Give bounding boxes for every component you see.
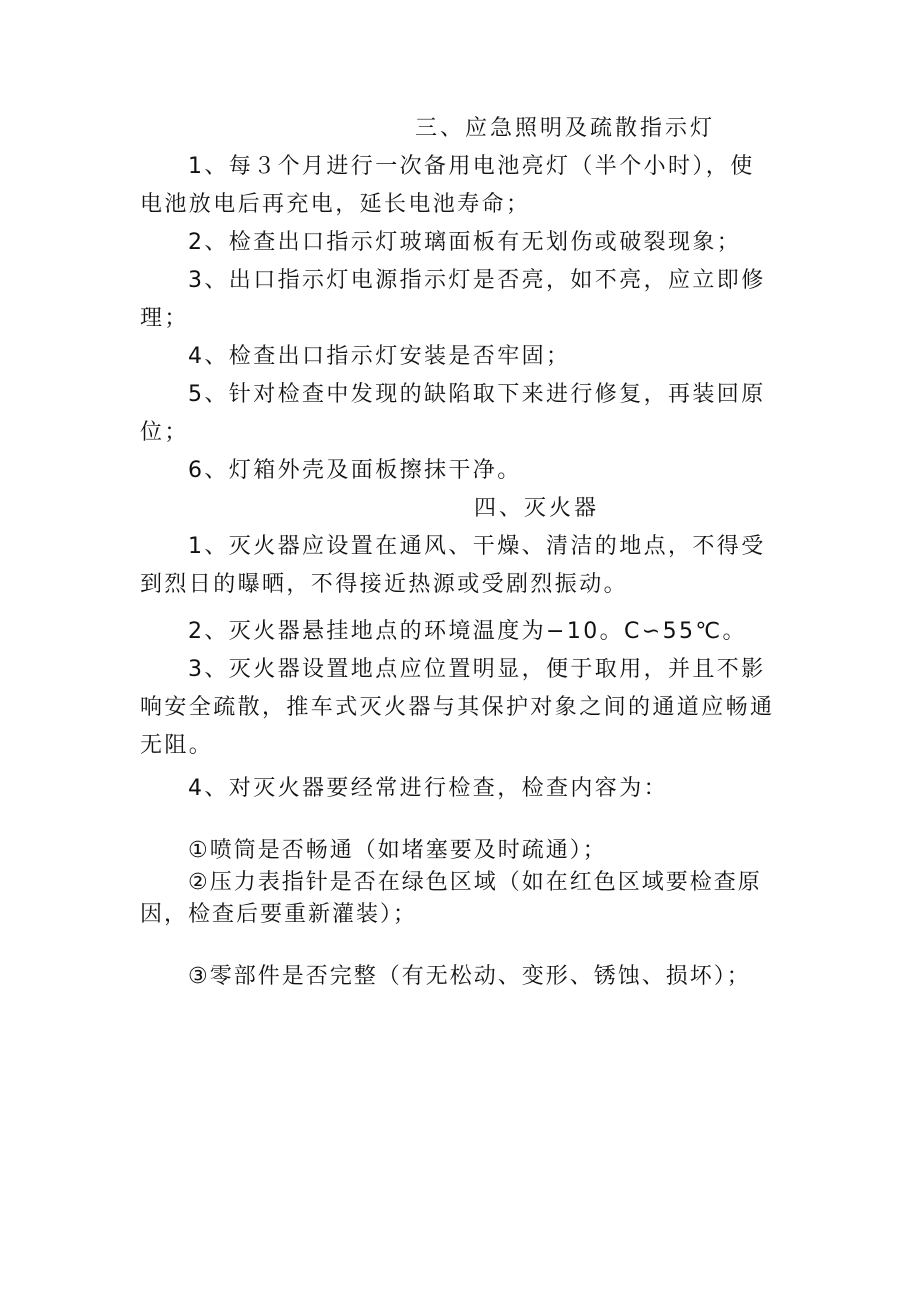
section-heading-emergency-lighting: 三、应急照明及疏散指示灯 (415, 116, 716, 141)
checklist-item: ②压力表指针是否在绿色区域（如在红色区域要检查原 (188, 870, 762, 895)
paragraph-line: 4、对灭火器要经常进行检查，检查内容为： (188, 776, 668, 801)
paragraph-line: 1、灭火器应设置在通风、干燥、清洁的地点，不得受 (188, 534, 766, 559)
paragraph-line: 响安全疏散，推车式灭火器与其保护对象之间的通道应畅通 (140, 695, 775, 720)
paragraph-line: 到烈日的曝晒，不得接近热源或受剧烈振动。 (140, 572, 629, 597)
paragraph-line: 6、灯箱外壳及面板擦抹干净。 (188, 458, 522, 483)
paragraph-line: 4、检查出口指示灯安装是否牢固； (188, 344, 571, 369)
paragraph-line: 电池放电后再充电，延长电池寿命； (140, 192, 531, 217)
paragraph-line: 3、灭火器设置地点应位置明显，便于取用，并且不影 (188, 657, 766, 682)
paragraph-line: 5、针对检查中发现的缺陷取下来进行修复，再装回原 (188, 382, 766, 407)
paragraph-line: 2、灭火器悬挂地点的环境温度为−10。C∽55℃。 (188, 619, 747, 644)
checklist-item: 因，检查后要重新灌装）； (140, 902, 418, 927)
checklist-item: ①喷筒是否畅通（如堵塞要及时疏通）； (188, 838, 607, 863)
section-heading-fire-extinguisher: 四、灭火器 (474, 496, 600, 521)
paragraph-line: 3、出口指示灯电源指示灯是否亮，如不亮，应立即修 (188, 268, 766, 293)
paragraph-line: 2、检查出口指示灯玻璃面板有无划伤或破裂现象； (188, 230, 742, 255)
paragraph-line: 位； (140, 420, 189, 445)
paragraph-line: 无阻。 (140, 733, 214, 758)
paragraph-line: 理； (140, 306, 189, 331)
paragraph-line: 1、每３个月进行一次备用电池亮灯（半个小时），使 (188, 154, 755, 179)
checklist-item: ③零部件是否完整（有无松动、变形、锈蚀、损坏）； (188, 964, 751, 989)
